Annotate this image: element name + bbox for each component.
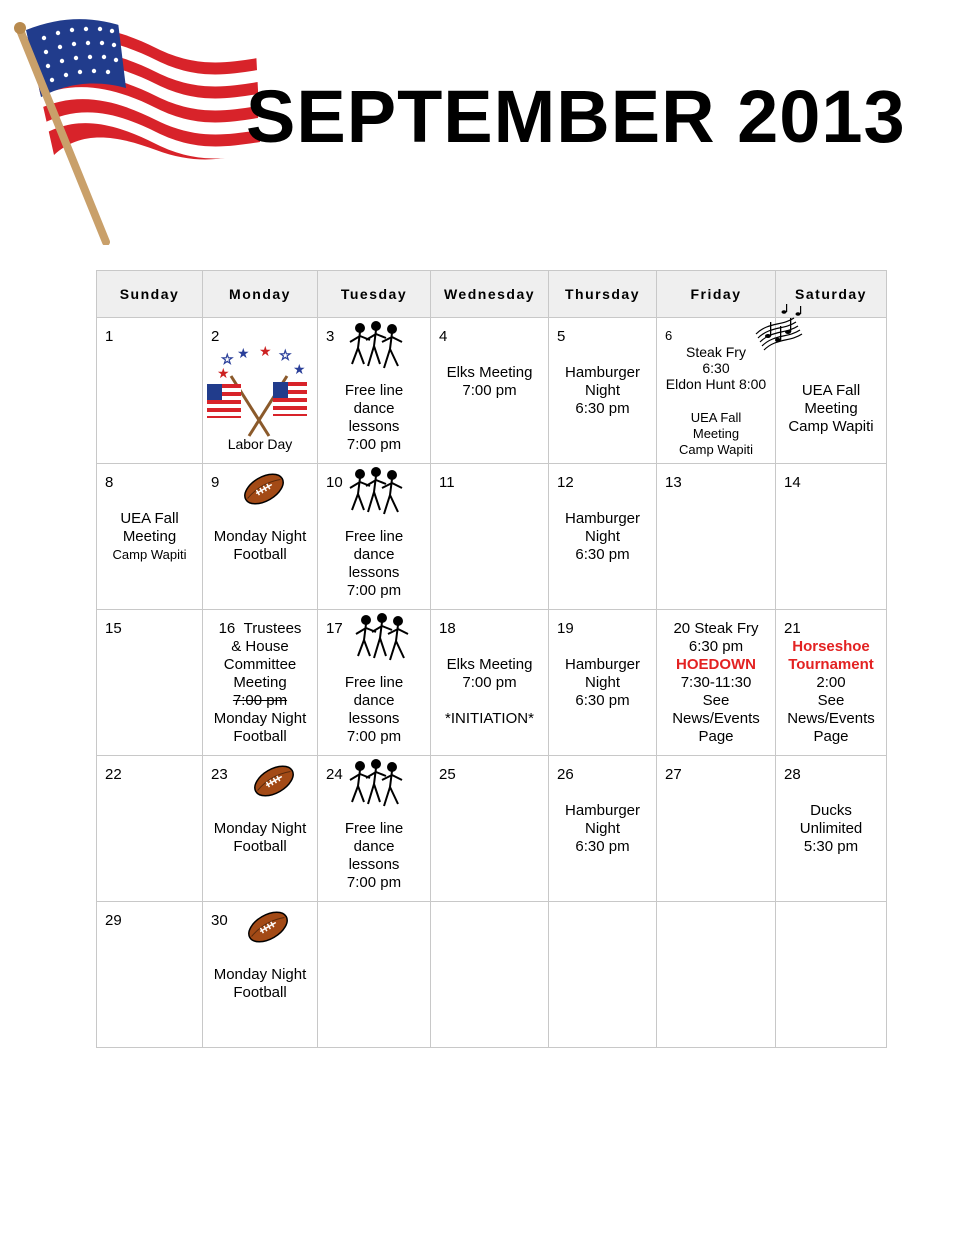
event-uea-fall-meeting: UEA Fall Meeting Camp Wapiti [679, 410, 753, 457]
event-monday-night-football: Monday Night Football [213, 528, 307, 563]
football-icon [241, 468, 287, 510]
event-trustees-meeting: 16 Trustees & House Committee Meeting 7:00 pm [218, 620, 302, 709]
day-cell-9 [203, 464, 318, 610]
event-line-dance: Free line dance lessons 7:00 pm [344, 820, 404, 891]
day-cell-1 [97, 318, 203, 464]
event-line-dance: Free line dance lessons 7:00 pm [344, 382, 404, 453]
day-number: 20 [673, 620, 691, 637]
day-number: 28 [784, 766, 801, 783]
labor-day-label: Labor Day [227, 436, 293, 452]
event-monday-night-football: Monday Night Football [213, 710, 307, 745]
event-steak-fry: Steak Fry 6:30 Eldon Hunt 8:00 [665, 344, 767, 392]
event-hamburger-night: Hamburger Night 6:30 pm [564, 802, 641, 855]
line-dancers-icon [348, 466, 404, 522]
weekday-thursday: Thursday [549, 271, 657, 318]
day-cell-2 [203, 318, 318, 464]
svg-text:☆: ☆ [221, 352, 234, 368]
day-cell-16 [203, 610, 318, 756]
day-number: 2 [211, 328, 220, 345]
day-cell-10 [318, 464, 431, 610]
day-number: 27 [665, 766, 682, 783]
svg-text:★: ★ [259, 344, 272, 360]
week-row [97, 756, 887, 902]
line-dancers-icon [348, 320, 404, 376]
day-cell-5 [549, 318, 657, 464]
day-number: 5 [557, 328, 566, 345]
empty-cell [431, 902, 549, 1048]
event-hamburger-night: Hamburger Night 6:30 pm [564, 364, 641, 417]
day-number: 3 [326, 328, 335, 345]
week-row [97, 318, 887, 464]
day-number: 19 [557, 620, 574, 637]
day-cell-30 [203, 902, 318, 1048]
day-number: 15 [105, 620, 122, 637]
day-number: 14 [784, 474, 801, 491]
event-uea-fall-meeting: UEA Fall Meeting Camp Wapiti [788, 382, 874, 435]
event-elks-meeting: Elks Meeting 7:00 pm [446, 364, 533, 399]
day-number: 29 [105, 912, 122, 929]
day-cell-19 [549, 610, 657, 756]
event-hamburger-night: Hamburger Night 6:30 pm [564, 656, 641, 709]
event-line-dance: Free line dance lessons 7:00 pm [344, 674, 404, 745]
day-cell-27 [657, 756, 776, 902]
day-cell-4 [431, 318, 549, 464]
svg-text:☆: ☆ [279, 348, 292, 364]
empty-cell [776, 902, 887, 1048]
event-ducks-unlimited: Ducks Unlimited 5:30 pm [799, 802, 863, 855]
day-number: 25 [439, 766, 456, 783]
weekday-saturday: Saturday [776, 271, 887, 318]
day-cell-12 [549, 464, 657, 610]
svg-text:★: ★ [217, 366, 230, 382]
event-elks-meeting: Elks Meeting 7:00 pm [446, 656, 533, 691]
day-number: 17 [326, 620, 343, 637]
day-cell-23 [203, 756, 318, 902]
day-number: 21 [784, 620, 801, 637]
day-number: 13 [665, 474, 682, 491]
empty-cell [318, 902, 431, 1048]
football-icon [251, 760, 297, 802]
american-flag-icon [6, 10, 266, 245]
day-cell-17 [318, 610, 431, 756]
event-hoedown: 20 Steak Fry 6:30 pm HOEDOWN 7:30-11:30 See News/Events Page [657, 620, 775, 746]
event-uea-fall-meeting: UEA Fall Meeting Camp Wapiti [112, 510, 187, 562]
day-cell-7 [776, 318, 887, 464]
day-number: 9 [211, 474, 220, 491]
week-row [97, 610, 887, 756]
day-number: 26 [557, 766, 574, 783]
line-dancers-icon [348, 758, 404, 814]
page-title: SEPTEMBER 2013 [246, 75, 906, 158]
day-cell-26 [549, 756, 657, 902]
event-initiation: *INITIATION* [445, 710, 534, 727]
day-cell-22 [97, 756, 203, 902]
day-number: 4 [439, 328, 448, 345]
day-number: 12 [557, 474, 574, 491]
empty-cell [549, 902, 657, 1048]
day-cell-28 [776, 756, 887, 902]
day-cell-11 [431, 464, 549, 610]
weekday-tuesday: Tuesday [318, 271, 431, 318]
day-cell-8 [97, 464, 203, 610]
day-cell-18 [431, 610, 549, 756]
day-number: 30 [211, 912, 228, 929]
hoedown-label: HOEDOWN [676, 656, 756, 673]
weekday-sunday: Sunday [97, 271, 203, 318]
event-monday-night-football: Monday Night Football [213, 966, 307, 1001]
week-row [97, 902, 887, 1048]
weekday-monday: Monday [203, 271, 318, 318]
day-number: 1 [105, 328, 114, 345]
day-number: 6 [665, 328, 673, 343]
event-monday-night-football: Monday Night Football [213, 820, 307, 855]
svg-text:★: ★ [237, 346, 250, 362]
calendar-grid [96, 270, 887, 1048]
empty-cell [657, 902, 776, 1048]
day-cell-15 [97, 610, 203, 756]
day-number: 10 [326, 474, 343, 491]
day-cell-3 [318, 318, 431, 464]
day-number: 23 [211, 766, 228, 783]
day-cell-20 [657, 610, 776, 756]
day-cell-29 [97, 902, 203, 1048]
crossed-flags-stars-icon [203, 340, 315, 448]
weekday-wednesday: Wednesday [431, 271, 549, 318]
weekday-friday: Friday [657, 271, 776, 318]
event-line-dance: Free line dance lessons 7:00 pm [344, 528, 404, 599]
day-number: 22 [105, 766, 122, 783]
music-notes-icon [754, 304, 806, 358]
day-cell-14 [776, 464, 887, 610]
day-number: 8 [105, 474, 114, 491]
day-number: 11 [439, 474, 455, 491]
week-row [97, 464, 887, 610]
football-icon [245, 906, 291, 948]
day-number: 16 [218, 620, 236, 637]
line-dancers-icon [354, 612, 410, 668]
day-cell-13 [657, 464, 776, 610]
day-number: 24 [326, 766, 343, 783]
day-cell-24 [318, 756, 431, 902]
event-horseshoe-tournament: Horseshoe Tournament 2:00 See News/Events Page [787, 638, 875, 745]
svg-text:★: ★ [293, 362, 306, 378]
event-hamburger-night: Hamburger Night 6:30 pm [564, 510, 641, 563]
day-cell-25 [431, 756, 549, 902]
day-cell-21 [776, 610, 887, 756]
day-number: 18 [439, 620, 456, 637]
